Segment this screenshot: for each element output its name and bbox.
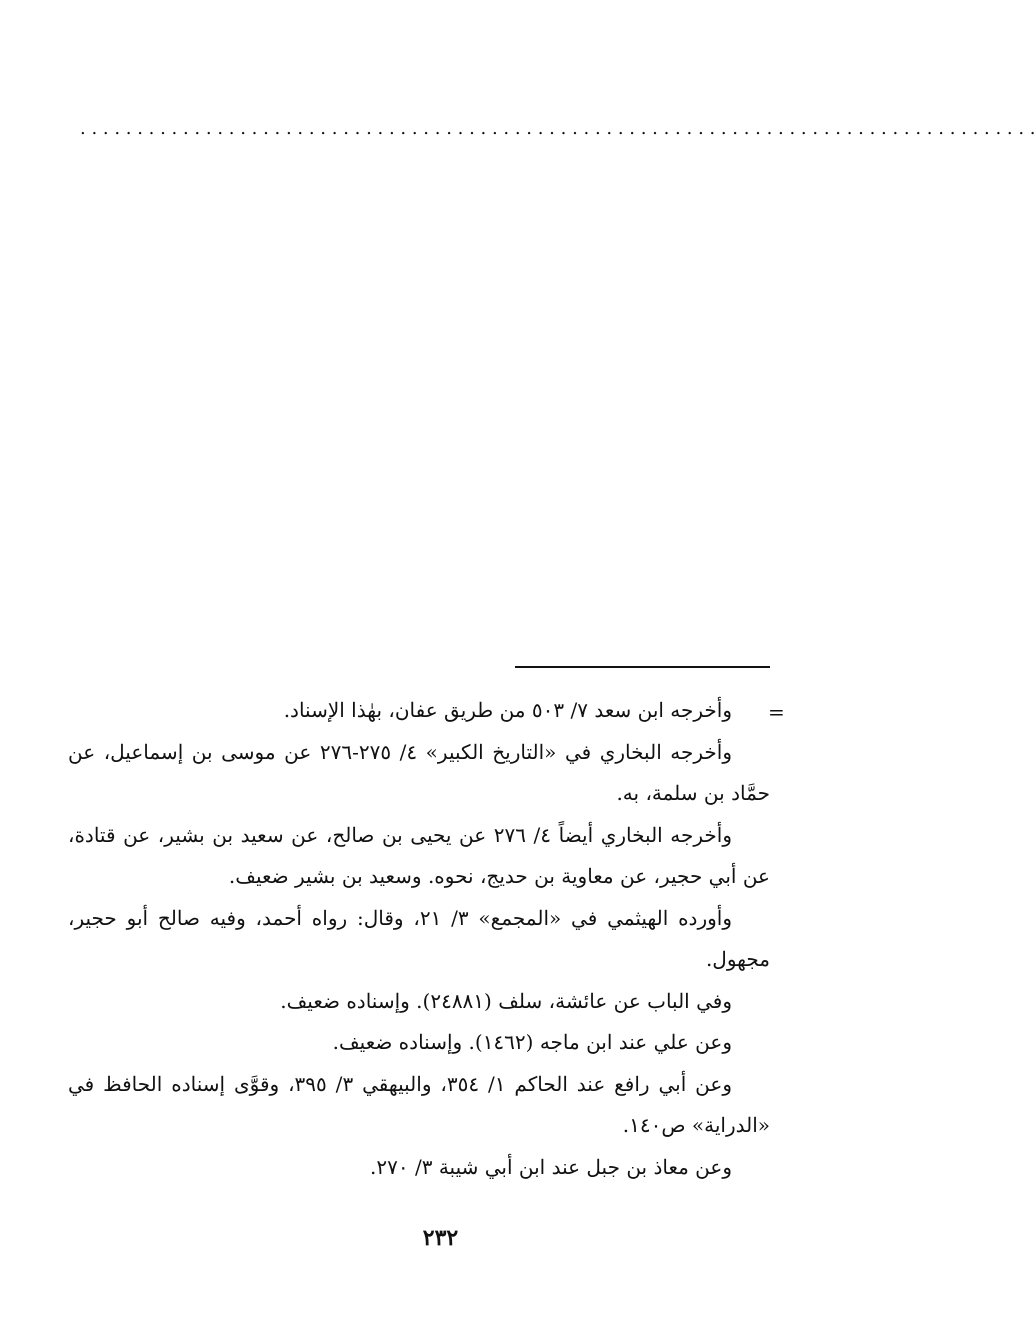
footnote-paragraph: وعن علي عند ابن ماجه (١٤٦٢). وإسناده ضعيف. (332, 1030, 732, 1054)
footnote-paragraph: وأخرجه البخاري أيضاً ٤/ ٢٧٦ عن يحيى بن صالح، عن سعيد بن بشير، عن قتادة، عن أبي حجير، عن معاوية بن حديج، نحوه. وسعيد بن بشير ضعيف. (68, 822, 770, 888)
footnote-paragraph: وأورده الهيثمي في «المجمع» ٣/ ٢١، وقال: رواه أحمد، وفيه صالح أبو حجير، مجهول. (68, 905, 770, 971)
footnote-paragraph: وعن أبي رافع عند الحاكم ١/ ٣٥٤، والبيهقي ٣/ ٣٩٥، وقوَّى إسناده الحافظ في «الدراية» ص١٤٠. (68, 1071, 770, 1137)
footnote-paragraph: وأخرجه البخاري في «التاريخ الكبير» ٤/ ٢٧٥-٢٧٦ عن موسى بن إسماعيل، عن حمَّاد بن سلمة، به. (68, 739, 770, 805)
footnote-paragraph: وفي الباب عن عائشة، سلف (٢٤٨٨١). وإسناده ضعيف. (280, 988, 732, 1013)
continuation-marker: = (768, 700, 785, 724)
footnotes (68, 690, 770, 1188)
footnote-rule (515, 666, 770, 668)
section-separator-dots: . . . . . . . . . . . . . . . . . . . . . . . . . . . . . . . . . . . . . . . . . . . . . . . . . . . . . . . . . . . . . . . . . . . . . . . . . . . . . . . . . . . . (80, 118, 1036, 139)
footnote-paragraph: وأخرجه ابن سعد ٧/ ٥٠٣ من طريق عفان، بهٰذا الإسناد. (283, 698, 732, 722)
page-number: ٢٣٢ (422, 1225, 459, 1251)
footnote-paragraph: وعن معاذ بن جبل عند ابن أبي شيبة ٣/ ٢٧٠. (370, 1154, 732, 1179)
